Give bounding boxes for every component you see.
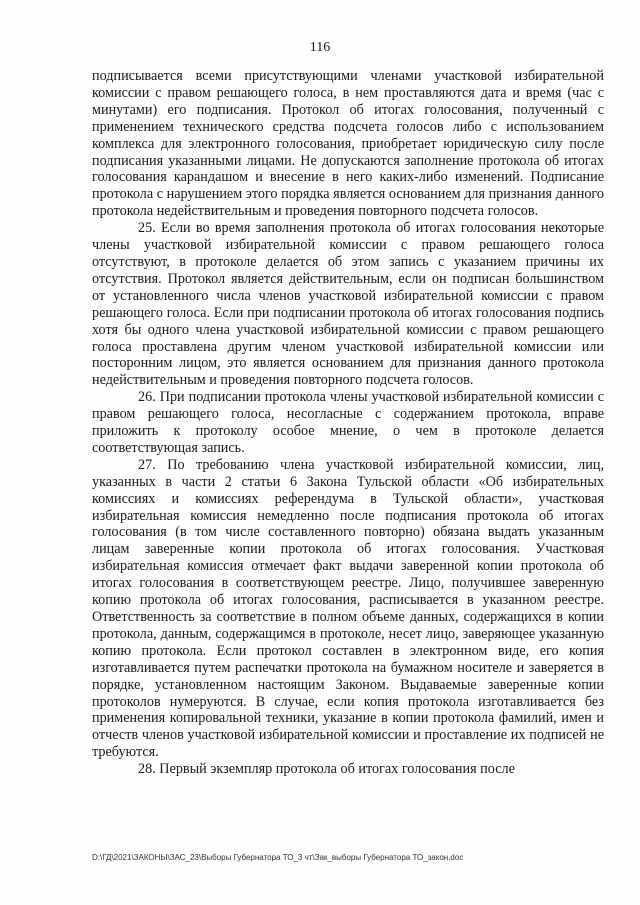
page-number: 116 [309,40,331,55]
paragraph-27: 27. По требованию члена участковой избирательной комиссии, лиц, указанных в части 2 статьи 6 Закона Тульской области «Об избирательных комиссиях и комиссиях референдума в Тульской области», участковая избирательная комиссия немедленно после подписания протокола об итогах голосования (в том числе составленного повторно) обязана выдать указанным лицам заверенные копии протокола об итогах голосования. Участковая избирательная комиссия отмечает факт выдачи заверенной копии протокола об итогах голосования в соответствующем реестре. Лицо, получившее заверенную копию протокола об итогах голосования, расписывается в указанном реестре. Ответственность за соответствие в полном объеме данных, содержащихся в копии протокола, данным, содержащимся в протоколе, несет лицо, заверяющее указанную копию протокола. Если протокол составлен в электронном виде, его копия изготавливается путем распечатки протокола на бумажном носителе и заверяется в порядке, установленном настоящим Законом. Выдаваемые заверенные копии протоколов нумеруются. В случае, если копия протокола изготавливается без применения копировальной техники, указание в копии протокола фамилий, имен и отчеств членов участковой избирательной комиссии и проставление их подписей не требуются. [92,456,604,761]
paragraph-26: 26. При подписании протокола члены участковой избирательной комиссии с правом решающего голоса, несогласные с содержанием протокола, вправе приложить к протоколу особое мнение, о чем в протоколе делается соответствующая запись. [92,389,604,456]
document-body [92,68,604,778]
paragraph-28: 28. Первый экземпляр протокола об итогах голосования после [138,761,515,778]
file-path-footer: D:\ГД\2021\ЗАКОНЫ\ЗАС_23\Выборы Губернатора ТО_3 чт\Зак_выборы Губернатора ТО_закон.doc [92,853,464,862]
paragraph-continuation: подписывается всеми присутствующими членами участковой избирательной комиссии с правом решающего голоса, в нем проставляются дата и время (час с минутами) его подписания. Протокол об итогах голосования, полученный с применением технического средства подсчета голосов либо с использованием комплекса для электронного голосования, приобретает юридическую силу после подписания указанными лицами. Не допускаются заполнение протокола об итогах голосования карандашом и внесение в него каких-либо изменений. Подписание протокола с нарушением этого порядка является основанием для признания данного протокола недействительным и проведения повторного подсчета голосов. [92,68,604,220]
paragraph-25: 25. Если во время заполнения протокола об итогах голосования некоторые члены участковой избирательной комиссии с правом решающего голоса отсутствуют, в протоколе делается об этом запись с указанием причины их отсутствия. Протокол является действительным, если он подписан большинством от установленного числа членов участковой избирательной комиссии с правом решающего голоса. Если при подписании протокола об итогах голосования подпись хотя бы одного члена участковой избирательной комиссии с правом решающего голоса проставлена другим членом участковой избирательной комиссии или посторонним лицом, это является основанием для признания данного протокола недействительным и проведения повторного подсчета голосов. [92,220,604,389]
